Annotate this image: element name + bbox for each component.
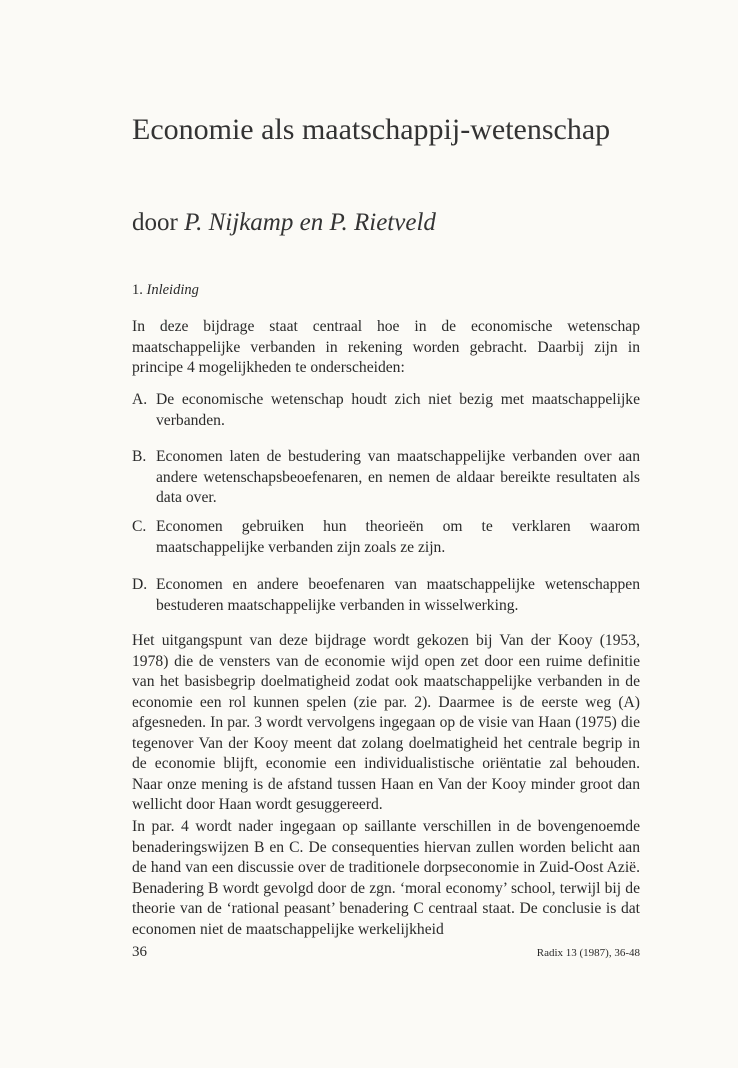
page-number: 36 [132,944,147,960]
option-b [132,447,640,509]
option-letter: D. [132,576,148,593]
section-name: Inleiding [146,282,199,298]
option-text: Economen laten de bestudering van maatschappelijke verbanden over aan andere wetenschapsbeoefenaren, en nemen de aldaar bereikte resultaten als data over. [156,448,640,506]
option-text: Economen gebruiken hun theorieën om te verklaren waarom maatschappelijke verbanden zijn zoals ze zijn. [156,518,640,556]
intro-paragraph: In deze bijdrage staat centraal hoe in de economische wetenschap maatschappelijke verbanden in rekening worden gebracht. Daarbij zijn in principe 4 mogelijkheden te onderscheiden: [132,318,640,376]
option-text: De economische wetenschap houdt zich niet bezig met maatschappelijke verbanden. [156,391,640,429]
option-c [132,517,640,558]
option-text: Economen en andere beoefenaren van maatschappelijke wetenschappen bestuderen maatschappelijke verbanden in wisselwerking. [156,576,640,614]
body-paragraph-2: Het uitgangspunt van deze bijdrage wordt gekozen bij Van der Kooy (1953, 1978) die de vensters van de economie wijd open zet door een ruime definitie van het basisbegrip doelmatigheid zodat ook maatschappelijke verbanden in de economie een rol kunnen spelen (zie par. 2). Daarmee is de eerste weg (A) afgesneden. In par. 3 wordt vervolgens ingegaan op de visie van Haan (1975) die tegenover Van der Kooy meent dat zolang doelmatigheid het centrale begrip in de economie blijft, economie een individualistische oriëntatie zal behouden. Naar onze mening is de afstand tussen Haan en Van der Kooy minder groot dan wellicht door Haan wordt gesuggereerd. [132,632,640,813]
option-a [132,390,640,431]
option-d [132,575,640,616]
body-paragraph-3: In par. 4 wordt nader ingegaan op saillante verschillen in de bovengenoemde benaderingswijzen B en C. De consequenties hiervan zullen worden belicht aan de hand van een discussie over de traditionele dorpseconomie in Zuid-Oost Azië. Benadering B wordt gevolgd door de zgn. ‘moral economy’ school, terwijl bij de theorie van de ‘rational peasant’ benadering C centraal staat. De conclusie is dat economen niet de maatschappelijke werkelijkheid [132,818,640,938]
option-letter: C. [132,518,147,535]
option-letter: B. [132,448,147,465]
journal-reference: Radix 13 (1987), 36-48 [536,947,640,959]
byline-prefix: door [132,209,178,236]
article-byline [132,208,436,238]
option-letter: A. [132,391,148,408]
byline-authors: P. Nijkamp en P. Rietveld [184,209,436,236]
section-heading [132,281,199,299]
section-number: 1. [132,282,143,298]
article-title: Economie als maatschappij-wetenschap [132,113,611,146]
